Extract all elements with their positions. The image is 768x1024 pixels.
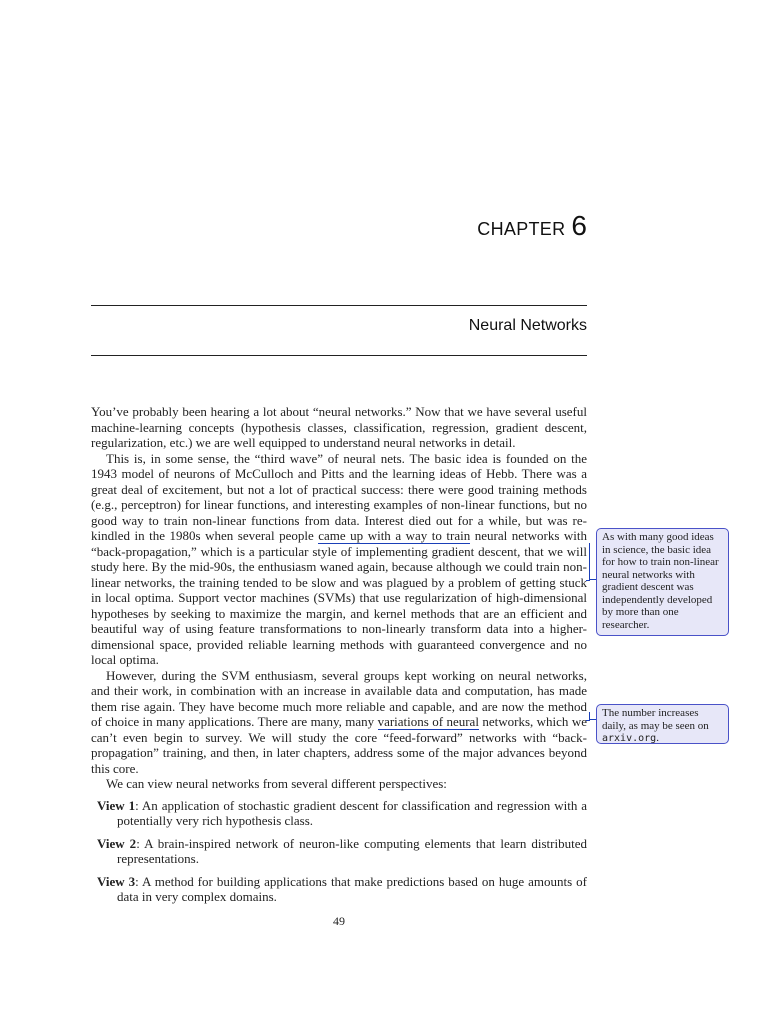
view-item-3 [91, 874, 587, 905]
body-text [91, 404, 587, 905]
page-number: 49 [333, 914, 345, 928]
view-item-2 [91, 836, 587, 867]
note-connector-1b [589, 579, 596, 580]
view-text-2: : A brain-inspired network of neuron-like computing elements that learn distributed representations. [117, 835, 587, 866]
view-label-3: View 3 [97, 873, 136, 889]
view-text-3: : A method for building applications that make predictions based on huge amounts of data in very complex domains. [117, 873, 587, 904]
note-connector-2b [589, 719, 596, 720]
view-item-1 [91, 798, 587, 829]
chapter-heading [477, 210, 587, 250]
margin-note-2 [596, 704, 729, 744]
note-anchor-1[interactable]: came up with a way to train [318, 528, 471, 543]
view-label-1: View 1 [97, 797, 136, 813]
paragraph-1: You’ve probably been hearing a lot about “neural networks.” Now that we have several useful machine-learning concepts (hypothesis classes, classification, regression, gradient descent, regularization, etc.) we are well equipped to understand neural networks in detail. [91, 404, 587, 450]
note-connector-1 [586, 543, 590, 581]
chapter-title: Neural Networks [468, 317, 587, 334]
margin-note-1: As with many good ideas in science, the basic idea for how to train non-linear neural networks with gradient descent was independently developed by more than one researcher. [596, 528, 729, 636]
margin-note-2-end: . [656, 732, 659, 744]
paragraph-2-end: neural networks with “back-propagation,” which is a particular style of implementing gradient descent, that we will study here. By the mid-90s, the enthusiasm waned again, because although we could train non-linear networks, the training tended to be slow and was plagued by a problem of getting stuck in local optima. Support vector machines (SVMs) that use regularization of high-dimensional hypotheses by seeking to maximize the margin, and kernel methods that are an efficient and beautiful way of using feature transformations to non-linearly transform data into a higher-dimensional space, provided reliable learning methods with guaranteed convergence and no local optima. [91, 528, 587, 667]
arxiv-link[interactable]: arxiv.org [602, 733, 657, 744]
margin-note-2-text: The number increases daily, as may be seen on [602, 707, 709, 732]
view-label-2: View 2 [97, 835, 137, 851]
paragraph-3 [91, 668, 587, 777]
chapter-label: CHAPTER [477, 219, 566, 239]
paragraph-3-start: However, during the SVM enthusiasm, several groups kept working on neural networks, and their work, in combination with an increase in available data and computation, has made them rise again. They have become much more reliable and capable, and are now the method of choice in many applications. There are many, many [91, 667, 587, 729]
paragraph-3-end: networks, which we can’t even begin to survey. We will study the core “feed-forward” networks with “back-propagation” training, and then, in later chapters, address some of the major advances beyond this core. [91, 714, 587, 776]
paragraph-4: We can view neural networks from several different perspectives: [106, 776, 447, 791]
bottom-rule [91, 355, 587, 356]
top-rule [91, 305, 587, 306]
view-text-1: : An application of stochastic gradient descent for classification and regression with a potentially very rich hypothesis class. [117, 797, 587, 828]
chapter-number: 6 [571, 210, 587, 241]
paragraph-2-start: This is, in some sense, the “third wave” of neural nets. The basic idea is founded on the 1943 model of neurons of McCulloch and Pitts and the learning ideas of Hebb. There was a great deal of excitement, but not a lot of practical success: there were good training methods (e.g., perceptron) for linear functions, and interesting examples of non-linear functions, but no good way to train non-linear functions from data. Interest died out for a while, but was re-kindled in the 1980s when several people [91, 450, 587, 543]
paragraph-2 [91, 451, 587, 668]
note-anchor-2[interactable]: variations of neural [377, 714, 479, 729]
